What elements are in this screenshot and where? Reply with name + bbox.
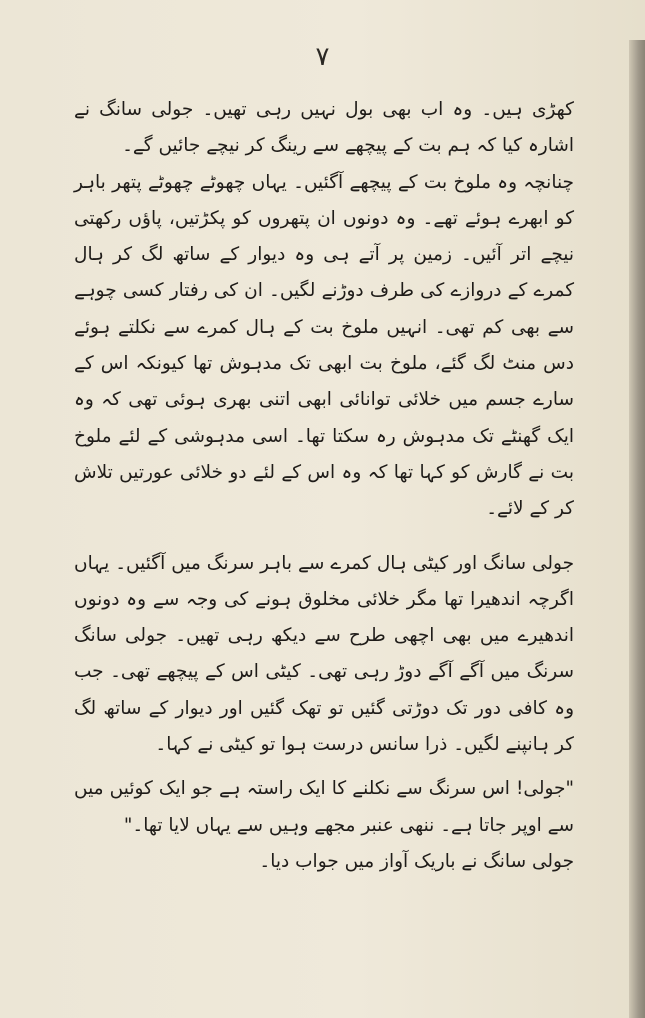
paragraph-1: کھڑی ہیں۔ وہ اب بھی بول نہیں رہی تھیں۔ جولی سانگ نے اشارہ کیا کہ ہم بت کے پیچھے سے رینگ کر نیچے جائیں گے۔ [74, 99, 574, 157]
page-binding-edge [629, 40, 645, 1018]
body-text [74, 92, 574, 880]
paragraph-2: چنانچہ وہ ملوخ بت کے پیچھے آگئیں۔ یہاں چھوٹے چھوٹے پتھر باہر کو ابھرے ہوئے تھے۔ وہ دونوں ان پتھروں کو پکڑتیں، پاؤں رکھتی نیچے اتر آئیں۔ زمین پر آتے ہی وہ دیوار کے ساتھ لگ کر ہال کمرے کے دروازے کی طرف دوڑنے لگیں۔ ان کی رفتار کسی چوہے سے بھی کم تھی۔ انہیں ملوخ بت کے ہال کمرے سے نکلتے ہوئے دس منٹ لگ گئے، ملوخ بت ابھی تک مدہوش تھا کیونکہ اس کے سارے جسم میں خلائی توانائی ابھی اتنی بھری ہوئی تھی کہ وہ ایک گھنٹے تک مدہوش رہ سکتا تھا۔ اسی مدہوشی کے لئے ملوخ بت نے گارش کو کہا تھا کہ وہ اس کے لئے دو خلائی عورتیں تلاش کر کے لائے۔ [74, 171, 574, 520]
paragraph-5: جولی سانگ نے باریک آواز میں جواب دیا۔ [259, 850, 574, 872]
page-number: ۷ [315, 42, 330, 72]
paragraph-3: جولی سانگ اور کیٹی ہال کمرے سے باہر سرنگ میں آگئیں۔ یہاں اگرچہ اندھیرا تھا مگر خلائی مخلوق ہونے کی وجہ سے وہ دونوں اندھیرے میں بھی اچھی طرح سے دیکھ رہی تھیں۔ جولی سانگ سرنگ میں آگے آگے دوڑ رہی تھی۔ کیٹی اس کے پیچھے تھی۔ جب وہ کافی دور تک دوڑتی گئیں تو تھک گئیں اور دیوار کے ساتھ لگ کر ہانپنے لگیں۔ ذرا سانس درست ہوا تو کیٹی نے کہا۔ [74, 552, 574, 756]
paragraph-4: "جولی! اس سرنگ سے نکلنے کا ایک راستہ ہے جو ایک کوئیں میں سے اوپر جاتا ہے۔ ننھی عنبر مجھے وہیں سے یہاں لایا تھا۔" [74, 778, 574, 836]
